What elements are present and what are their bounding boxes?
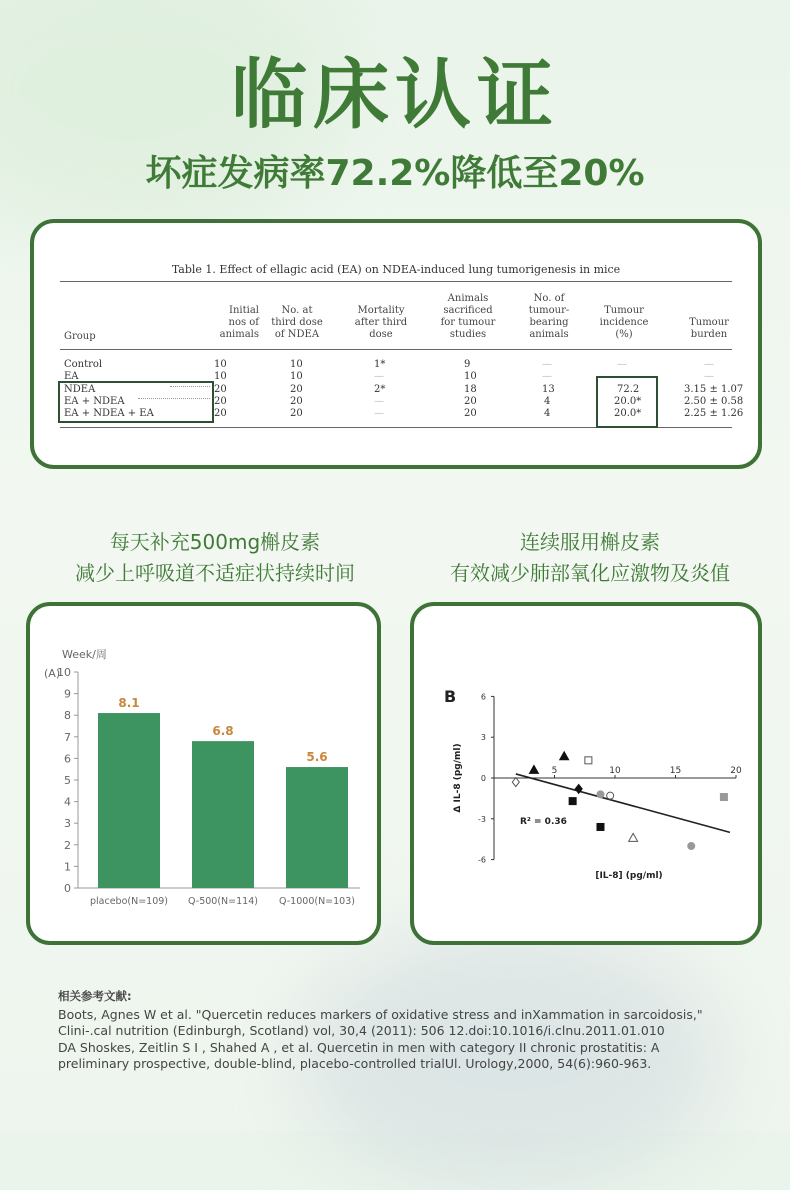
bar-chart [30, 606, 377, 941]
col-header-mortality: Mortality after third dose [354, 305, 408, 340]
y-tick-label: -3 [478, 814, 486, 824]
data-point [629, 833, 638, 841]
table-card [30, 219, 762, 469]
cell-group: Control [64, 359, 103, 370]
data-point [688, 843, 695, 850]
cell-initial: 20 [214, 384, 227, 395]
scatter-chart-card [410, 602, 762, 945]
y-tick-label: 6 [480, 692, 486, 702]
data-point [529, 765, 538, 773]
r-squared-annotation: R² = 0.36 [520, 817, 567, 827]
cell-group: EA [64, 371, 79, 382]
cell-third-dose: 10 [290, 359, 303, 370]
table-header-rule [60, 349, 732, 350]
y-tick-label: 0 [480, 774, 486, 783]
cell-bearing: 4 [544, 396, 551, 407]
cell-burden: 2.50 ± 0.58 [684, 396, 744, 407]
bar [192, 741, 254, 888]
cell-burden: 2.25 ± 1.26 [684, 408, 744, 419]
y-tick-label: -6 [478, 855, 486, 865]
col-header-incidence: Tumour incidence (%) [599, 305, 649, 340]
reference-line: DA Shoskes, Zeitlin S I , Shahed A , et al. Quercetin in men with category II chronic prostatitis: A [58, 1039, 660, 1055]
page-title: 临床认证 [231, 50, 559, 139]
left-caption-line2: 减少上呼吸道不适症状持续时间 [75, 561, 355, 585]
cell-mortality: — [374, 371, 384, 382]
y-tick-label: 7 [64, 730, 71, 744]
col-header-burden: Tumour burden [689, 317, 729, 340]
cell-incidence: 72.2 [617, 384, 640, 395]
y-tick-label: 1 [64, 860, 71, 874]
y-tick-label: 8 [64, 709, 71, 723]
data-point [560, 752, 569, 760]
panel-label: B [444, 687, 457, 706]
y-axis-label: Δ IL-8 (pg/ml) [453, 743, 463, 813]
right-caption [395, 527, 785, 589]
y-tick-label: 2 [64, 838, 71, 852]
col-header-sacrificed: Animals sacrificed for tumour studies [440, 293, 496, 340]
col-header-bearing: No. of tumour- bearing animals [528, 293, 570, 340]
right-caption-line2: 有效减少肺部氧化应激物及炎值 [450, 561, 730, 585]
cell-bearing: — [542, 371, 552, 382]
cell-sacrificed: 18 [464, 384, 477, 395]
cell-sacrificed: 20 [464, 396, 477, 407]
cell-burden: — [704, 359, 714, 370]
reference-line: Clini-.cal nutrition (Edinburgh, Scotland) vol, 30,4 (2011): 506 12.doi:10.1016/i.clnu.2011.01.010 [58, 1023, 665, 1038]
data-point [585, 757, 592, 764]
x-tick-label: 15 [669, 766, 682, 776]
cell-incidence: — [617, 359, 627, 370]
x-tick-label: 10 [609, 766, 621, 776]
cell-group: EA + NDEA [64, 396, 125, 407]
cell-third-dose: 20 [290, 384, 303, 395]
data-point [597, 823, 604, 830]
left-caption-line1: 每天补充500mg槲皮素 [109, 530, 321, 554]
page-subtitle: 坏症发病率72.2%降低至20% [145, 153, 645, 194]
x-tick-label: Q-500(N=114) [188, 896, 258, 907]
cell-sacrificed: 10 [464, 371, 477, 382]
cell-initial: 10 [214, 359, 227, 370]
bar-value-label: 8.1 [118, 696, 140, 711]
y-tick-label: 10 [57, 666, 71, 679]
y-tick-label: 0 [64, 882, 71, 895]
annotation-scribble [170, 386, 210, 391]
cell-bearing: 13 [542, 384, 555, 395]
data-point [720, 794, 727, 801]
data-point [607, 792, 614, 799]
cell-incidence: 20.0* [614, 408, 642, 419]
cell-incidence: — [617, 371, 627, 382]
y-axis-label: Week/周 [62, 648, 107, 661]
cell-mortality: 2* [374, 384, 386, 395]
annotation-scribble [138, 398, 210, 403]
bar [98, 713, 160, 888]
cell-initial: 20 [214, 408, 227, 419]
highlight-box-incidence [596, 376, 658, 428]
reference-line: preliminary prospective, double-blind, placebo-controlled trialUl. Urology,2000, 54(6):960-963. [58, 1056, 652, 1071]
y-tick-label: 4 [64, 795, 71, 809]
cell-initial: 20 [214, 396, 227, 407]
data-point [597, 791, 604, 798]
cell-group: NDEA [64, 384, 96, 395]
reference-line: Boots, Agnes W et al. "Quercetin reduces markers of oxidative stress and inXammation in sarcoidosis," [58, 1006, 703, 1022]
y-tick-label: 3 [64, 817, 71, 831]
bar [286, 767, 348, 888]
bar-chart-card [26, 602, 381, 945]
cell-group: EA + NDEA + EA [64, 408, 154, 419]
x-axis-label: [IL-8] (pg/ml) [595, 871, 663, 881]
cell-mortality: — [374, 408, 384, 419]
left-caption [20, 527, 410, 589]
data-point [512, 778, 519, 787]
scatter-chart [414, 606, 758, 941]
x-tick-label: Q-1000(N=103) [279, 896, 355, 907]
y-axis-label-prefix: (A) [44, 667, 61, 680]
right-caption-line1: 连续服用槲皮素 [520, 530, 660, 554]
y-tick-label: 5 [64, 774, 71, 787]
cell-third-dose: 20 [290, 408, 303, 419]
table-top-rule [60, 281, 732, 282]
references [58, 988, 758, 1073]
y-tick-label: 6 [64, 752, 71, 766]
cell-incidence: 20.0* [614, 396, 642, 407]
cell-third-dose: 20 [290, 396, 303, 407]
col-header-third-dose: No. at third dose of NDEA [271, 305, 323, 340]
y-tick-label: 9 [64, 687, 71, 701]
cell-mortality: — [374, 396, 384, 407]
cell-third-dose: 10 [290, 371, 303, 382]
y-tick-label: 3 [480, 733, 486, 743]
cell-mortality: 1* [374, 359, 386, 370]
cell-bearing: — [542, 359, 552, 370]
col-header-initial: Initial nos of animals [219, 305, 259, 340]
x-tick-label: 20 [730, 766, 742, 776]
cell-bearing: 4 [544, 408, 551, 419]
cell-burden: — [704, 371, 714, 382]
bar-value-label: 6.8 [212, 724, 234, 739]
x-tick-label: 5 [551, 766, 558, 776]
data-point [569, 798, 576, 805]
cell-initial: 10 [214, 371, 227, 382]
references-heading: 相关参考文献: [58, 989, 132, 1003]
bar-value-label: 5.6 [306, 750, 328, 765]
table-caption: Table 1. Effect of ellagic acid (EA) on NDEA-induced lung tumorigenesis in mice [171, 263, 621, 276]
cell-burden: 3.15 ± 1.07 [684, 384, 744, 395]
x-tick-label: placebo(N=109) [89, 896, 169, 907]
cell-sacrificed: 20 [464, 408, 477, 419]
cell-sacrificed: 9 [464, 359, 471, 370]
col-header-group: Group [64, 331, 96, 342]
